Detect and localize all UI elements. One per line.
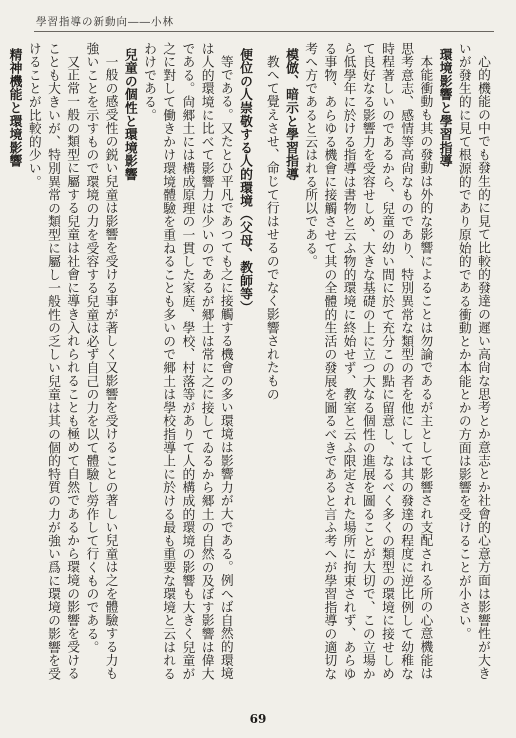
paragraph: 便位の人崇敬する人的環境（父母、教師等） — [237, 48, 252, 315]
running-header: 學習指導の新動向――小林 — [36, 16, 174, 28]
page-number: 69 — [249, 712, 267, 726]
paragraph: 教へて覺えさせ、命じて行はせるのでなく影響されたもの — [263, 54, 279, 401]
paragraph: 心的機能の中でも發生的に見て比較的發達の遲い高尙な思考とか意志とか社會的心意方面は影響性が大きいが發生的に見て根源的であり原始的である衝動とか本能とかの方面は影響を受けることが小さい。 — [455, 42, 490, 680]
right-text-block — [260, 42, 492, 692]
section-heading: 環境影響と學習指導 — [436, 48, 452, 169]
section-heading: 模倣、暗示と學習指導 — [282, 48, 298, 182]
paragraph: 等である。又たとひ平凡であつても之に接觸する機會の多い環境は影響力が大である。例へば自然的環境は人的環境に比べて影響力は少いのであるが郷土は常に之に接してゐるから郷土の自然の及ぼす影響は偉大である。尙郷土には構成原理の一貫した家庭、學校、村落等がありて人的構成的環境の影響も大きく兒童が之に對して働きかけ環境體驗を重ねることも多いので郷土は學校指導上に於ける最も重要な環境と云はれるわけである。 — [140, 42, 233, 681]
header-rule — [34, 31, 494, 32]
left-text-block — [6, 42, 254, 692]
paragraph: 又正常一般の類型に屬する兒童は社會に導き入れられることも極めて自然であるから環境の影響を受けることも大きいが、特別異常の類型に屬し一般性の乏しい兒童は其の個的特質の力が強い爲に環境の影響を受けることが比較的少い。 — [25, 42, 80, 681]
paragraph: 本能衝動も其の發動は外的な影響によることは勿論であるが主として影響され支配される所の心意機能は思考意志、感情等高尙なものであり、特別異常な類型の者を他にしては其の發達の程度に逆比例して幼稚な時程著しいのであるから、兒童の幼い間に於て充分この點に留意し、なるべく多くの類型の環境に接せしめて良好なる影響力を受容せしめ、大きな基礎の上に立つ大なる個性の進展を圖ることが大切で、この立場から低學年に於ける指導は書物と云ふ物的環境に終始せず、教室と云ふ限定された場所に拘束されず、あらゆる事物、あらゆる機會に接觸させて其の全體的生活の發展を圖るべきであると言ふ考へが學習指導の適切な考へ方であると云はれる所以である。 — [302, 42, 433, 681]
paragraph: 一般の感受性の鋭い兒童は影響を受ける事が著しく又影響を受けることの著しい兒童は之を體驗する力も強いことを示すもので環境の力を受容する兒童は必ず自己の力を以て體驗し勞作して行くものである。 — [83, 42, 118, 680]
section-heading: 兒童の個性と環境影響 — [121, 48, 137, 182]
section-heading: 精神機能と環境影響 — [6, 48, 22, 169]
